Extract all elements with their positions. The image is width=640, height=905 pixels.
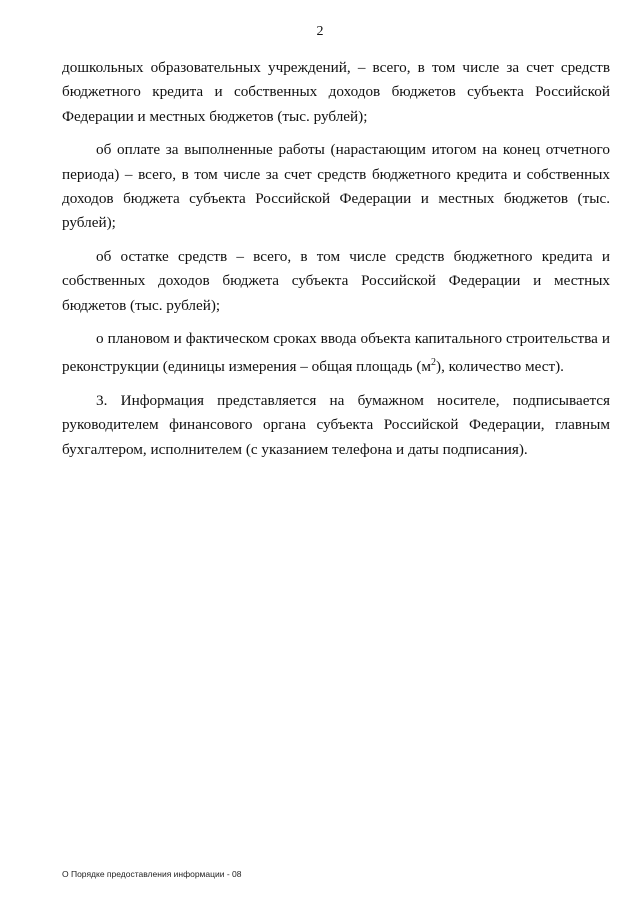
paragraph-commissioning-dates — [62, 327, 610, 380]
document-body — [62, 56, 610, 462]
paragraph-payment-for-work: об оплате за выполненные работы (нарастающим итогом на конец отчетного периода) – всего, в том числе за счет средств бюджетного кредита и собственных доходов бюджета субъекта Российской Федерации и местных бюджетов (тыс. рублей); — [62, 141, 610, 232]
area-unit-superscript: 2 — [431, 357, 437, 369]
document-footer: О Порядке предоставления информации - 08 — [62, 869, 242, 879]
paragraph-funds-balance: об остатке средств – всего, в том числе средств бюджетного кредита и собственных доходов бюджета субъекта Российской Федерации и местных бюджетов (тыс. рублей); — [62, 247, 610, 314]
page-number: 2 — [316, 24, 324, 39]
paragraph-commissioning-text-after: ), количество мест). — [436, 358, 564, 376]
paragraph-preschool-institutions: дошкольных образовательных учреждений, – всего, в том числе за счет средств бюджетного кредита и собственных доходов бюджетов субъекта Российской Федерации и местных бюджетов (тыс. рублей); — [62, 59, 610, 125]
paragraph-commissioning-text-before: о плановом и фактическом сроках ввода объекта капитального строительства и реконструкции (единицы измерения – общая площадь (м — [62, 330, 610, 376]
paragraph-information-submission: 3. Информация представляется на бумажном носителе, подписывается руководителем финансового органа субъекта Российской Федерации, главным бухгалтером, исполнителем (с указанием телефона и даты подписания). — [62, 391, 610, 458]
